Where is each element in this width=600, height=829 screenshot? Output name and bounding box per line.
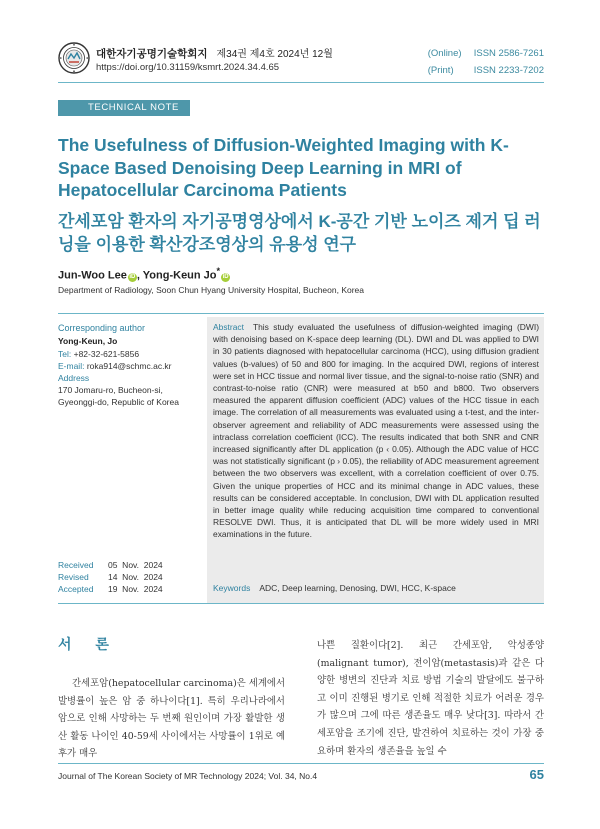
received-date: 05 Nov. 2024 [108, 560, 163, 570]
article-type-banner: TECHNICAL NOTE [58, 100, 190, 116]
orcid-icon[interactable]: iD [222, 273, 229, 280]
affiliation: Department of Radiology, Soon Chun Hyang University Hospital, Bucheon, Korea [58, 285, 365, 295]
tel-label: Tel: [58, 349, 72, 359]
author-name: Jun-Woo Lee [58, 269, 127, 282]
section-title: 서 론 [58, 636, 119, 652]
body-column-left [58, 620, 285, 763]
article-title-korean: 간세포암 환자의 자기공명영상에서 K-공간 기반 노이즈 제거 딥 러닝을 이용한 확산강조영상의 유용성 연구 [58, 212, 541, 254]
author-list [58, 266, 230, 282]
doi-link[interactable]: https://doi.org/10.31159/ksmrt.2024.34.4.65 [96, 62, 280, 73]
society-logo [58, 42, 90, 74]
author-name: Yong-Keun Jo [142, 269, 217, 282]
corresponding-title: Corresponding author [58, 323, 146, 333]
received-label: Received [58, 560, 94, 570]
corresponding-mark: * [216, 266, 221, 276]
abstract-bottom-divider [58, 603, 544, 604]
address-line: Gyeonggi-do, Republic of Korea [58, 397, 179, 407]
issn-print: ISSN 2233-7202 [473, 65, 544, 76]
page-number: 65 [529, 767, 544, 782]
journal-name: 대한자기공명기술학회지 [96, 48, 208, 60]
volume-info: 제34권 제4호 2024년 12월 [216, 49, 333, 60]
body-paragraph: 나쁜 질환이다[2]. 최근 간세포암, 악성종양(malignant tumor), 전이암(metastasis)과 같은 다양한 병변의 진단과 치료 방법 기술의 발달에도 불구하고 이미 진행된 병기로 인해 적절한 치료가 어려운 경우가 많으며 그에 따른 생존율도 매우 낮다[3]. 따라서 간세포암을 조기에 진단, 발견하여 치료하는 것이 가장 중요하며 환자의 생존율을 높일 수 [317, 640, 544, 757]
issn-print-label: (Print) [427, 65, 454, 76]
keywords-text: ADC, Deep learning, Denosing, DWI, HCC, K-space [259, 583, 456, 593]
email-value[interactable]: roka914@schmc.ac.kr [86, 361, 172, 371]
author-separator: , [136, 269, 143, 282]
issn-block [428, 45, 544, 79]
abstract-label: Abstract [213, 322, 244, 332]
accepted-date: 19 Nov. 2024 [108, 584, 163, 594]
address-line: 170 Jomaru-ro, Bucheon-si, [58, 385, 163, 395]
revised-date: 14 Nov. 2024 [108, 572, 163, 582]
issn-online-label: (Online) [427, 48, 462, 59]
issn-online: ISSN 2586-7261 [473, 48, 544, 59]
footer-divider [58, 763, 544, 764]
orcid-icon[interactable]: iD [129, 273, 136, 280]
accepted-label: Accepted [58, 584, 94, 594]
email-label: E-mail: [58, 361, 85, 371]
abstract-top-divider [58, 313, 544, 314]
footer-citation: Journal of The Korean Society of MR Technology 2024; Vol. 34, No.4 [58, 771, 318, 781]
corresponding-author-block [58, 322, 203, 408]
revised-label: Revised [58, 572, 89, 582]
article-title-english: The Usefulness of Diffusion-Weighted Imaging with K-Space Based Denoising Deep Learning in MRI of Hepatocellular Carcinoma Patients [58, 135, 509, 200]
tel-value: +82-32-621-5856 [73, 349, 140, 359]
corresponding-name: Yong-Keun, Jo [58, 336, 118, 346]
address-label: Address [58, 373, 90, 383]
abstract-text: This study evaluated the usefulness of diffusion-weighted imaging (DWI) with denoising based on K-space deep learning (DL). DWI and DL was applied to DWI in 30 patients diagnosed with hepatocellular carcinoma (HCC), using diffusion gradient values (b-values) of 50 and 800 for imaging. In the acquired DWI, regions of interest were set in HCC tissue and normal liver tissue, and the signal-to-noise ratio (SNR) and contrast-to-noise ratio (CNR) were measured at b50 and b800. Two observers measured the apparent diffusion coefficient (ADC) values of the HCC tissue in each image. The correlation of all measurements was evaluated using a t-test, and the inter-observer agreement and reliability of ADC measurements were assessed using the intraclass correlation coefficient (ICC). The results indicated that both SNR and CNR increased significantly after DL application (p ‹ 0.05). Although the ADC value of HCC was not statistically significant (p › 0.05), the reliability of ADC measurement agreement between the two observers was excellent, with a correlation coefficient of over 0.75. Given the unique properties of HCC and its minimal change in ADC values, these results can be considered acceptable. In conclusion, DWI with DL application resulted in better image quality while reducing acquisition time compared to conventional RESOLVE DWI. Thus, it is anticipated that DL will be more widely used in MRI examinations in the future. [213, 322, 539, 540]
body-paragraph: 간세포암(hepatocellular carcinoma)은 세계에서 발병률이 높은 암 중 하나이다[1]. 특히 우리나라에서 암으로 인해 사망하는 두 번째 원인이며 가장 활발한 생산 활동 나이인 40-59세 사이에서는 사망률이 1위로 예후가 매우 [58, 678, 286, 760]
keywords-line [207, 583, 544, 593]
journal-title-line [96, 45, 333, 61]
body-column-right [317, 637, 544, 760]
abstract-paragraph [213, 321, 539, 541]
keywords-label: Keywords [213, 583, 251, 593]
abstract-box [207, 317, 544, 603]
journal-header [58, 42, 544, 78]
article-dates [58, 559, 163, 595]
header-divider [58, 82, 544, 83]
